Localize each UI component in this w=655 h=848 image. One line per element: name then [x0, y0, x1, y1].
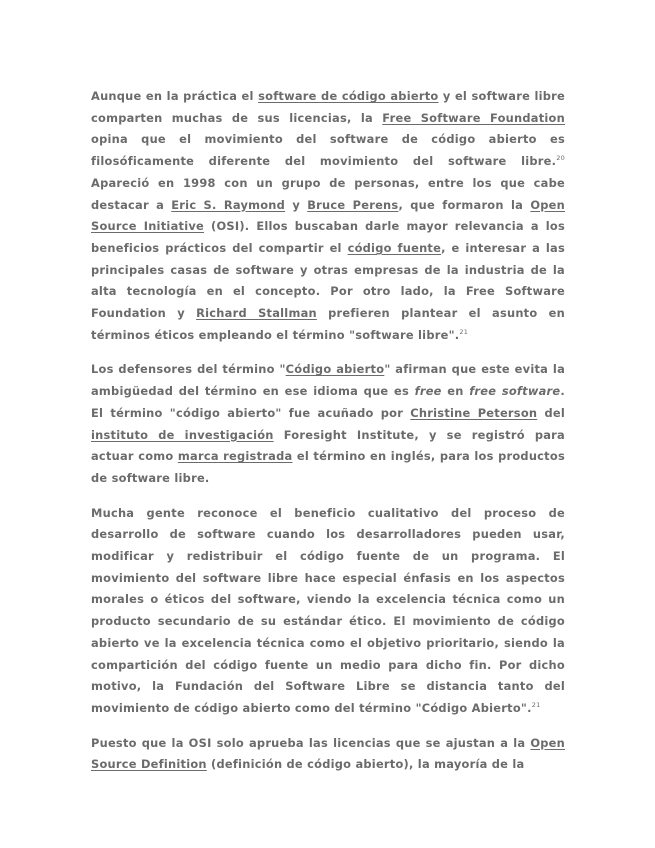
- text-run: Los defensores del término ": [91, 362, 286, 377]
- inline-link[interactable]: software de código abierto: [258, 89, 439, 103]
- inline-link[interactable]: Christine Peterson: [410, 405, 538, 420]
- inline-link[interactable]: instituto de investigación: [91, 427, 274, 442]
- text-run: opina que el movimiento del software de código abierto es filosóficamente diferente del movimiento del software libre.: [91, 132, 565, 169]
- text-run: Apareció en 1998 con un grupo de personas, entre los que cabe destacar a: [91, 175, 565, 212]
- text-run: Puesto que la OSI solo aprueba las licencias que se ajustan a la: [91, 735, 531, 750]
- inline-link[interactable]: marca registrada: [177, 449, 293, 464]
- inline-link[interactable]: Código abierto: [285, 362, 385, 377]
- text-run: prefieren plantear el asunto en términos éticos empleando el término "software libre".: [91, 306, 566, 342]
- text-run: del: [537, 405, 565, 420]
- text-run: y: [285, 197, 308, 212]
- text-run: . El término "código abierto" fue acuñado por: [91, 384, 565, 420]
- text-run: , que formaron la: [398, 197, 531, 212]
- inline-link[interactable]: Bruce Perens: [307, 197, 399, 212]
- italic-text: free: [414, 384, 442, 399]
- document-body: [91, 86, 565, 789]
- inline-link[interactable]: Free Software Foundation: [382, 110, 565, 125]
- text-run: Mucha gente reconoce el beneficio cualitativo del proceso de desarrollo de software cuando los desarrolladores pueden usar, modificar y redistribuir el código fuente de un programa. El movimiento del software libre hace especial énfasis en los aspectos morales o éticos del software, viendo la excelencia técnica como un producto secundario de su estándar ético. El movimiento de código abierto ve la excelencia técnica como el objetivo prioritario, siendo la compartición del código fuente un medio para dicho fin. Por dicho motivo, la Fundación del Software Libre se distancia tanto del movimiento de código abierto como del término "Código Abierto".: [91, 505, 565, 715]
- text-run: , e interesar a las principales casas de software y otras empresas de la industria de la alta tecnología en el concepto. Por otro lado, la Free Software Foundation y: [91, 240, 565, 321]
- citation-marker[interactable]: 20: [556, 154, 565, 163]
- paragraph: [91, 359, 565, 489]
- paragraph: [91, 503, 565, 720]
- italic-text: free software: [469, 384, 561, 399]
- inline-link[interactable]: Eric S. Raymond: [171, 197, 286, 212]
- text-run: Aunque en la práctica el: [91, 89, 259, 103]
- text-run: en: [441, 384, 470, 399]
- text-run: y el software libre comparten muchas de sus licencias, la: [91, 89, 565, 125]
- text-run: (OSI). Ellos buscaban darle mayor relevancia a los beneficios prácticos del compartir el: [91, 219, 565, 255]
- text-run: " afirman que este evita la ambigüedad del término en ese idioma que es: [91, 362, 566, 399]
- text-run: Foresight Institute, y se registró para actuar como: [91, 427, 565, 464]
- paragraph: [91, 86, 565, 346]
- text-run: el término en inglés, para los productos de software libre.: [91, 449, 565, 485]
- inline-link[interactable]: Open Source Initiative: [91, 197, 565, 234]
- paragraph: [91, 733, 565, 776]
- text-run: (definición de código abierto), la mayoría de la: [206, 757, 525, 772]
- inline-link[interactable]: código fuente: [347, 240, 442, 255]
- citation-marker[interactable]: 21: [531, 701, 541, 710]
- inline-link[interactable]: Richard Stallman: [196, 306, 317, 321]
- inline-link[interactable]: Open Source Definition: [91, 735, 565, 772]
- citation-marker[interactable]: 21: [459, 327, 469, 336]
